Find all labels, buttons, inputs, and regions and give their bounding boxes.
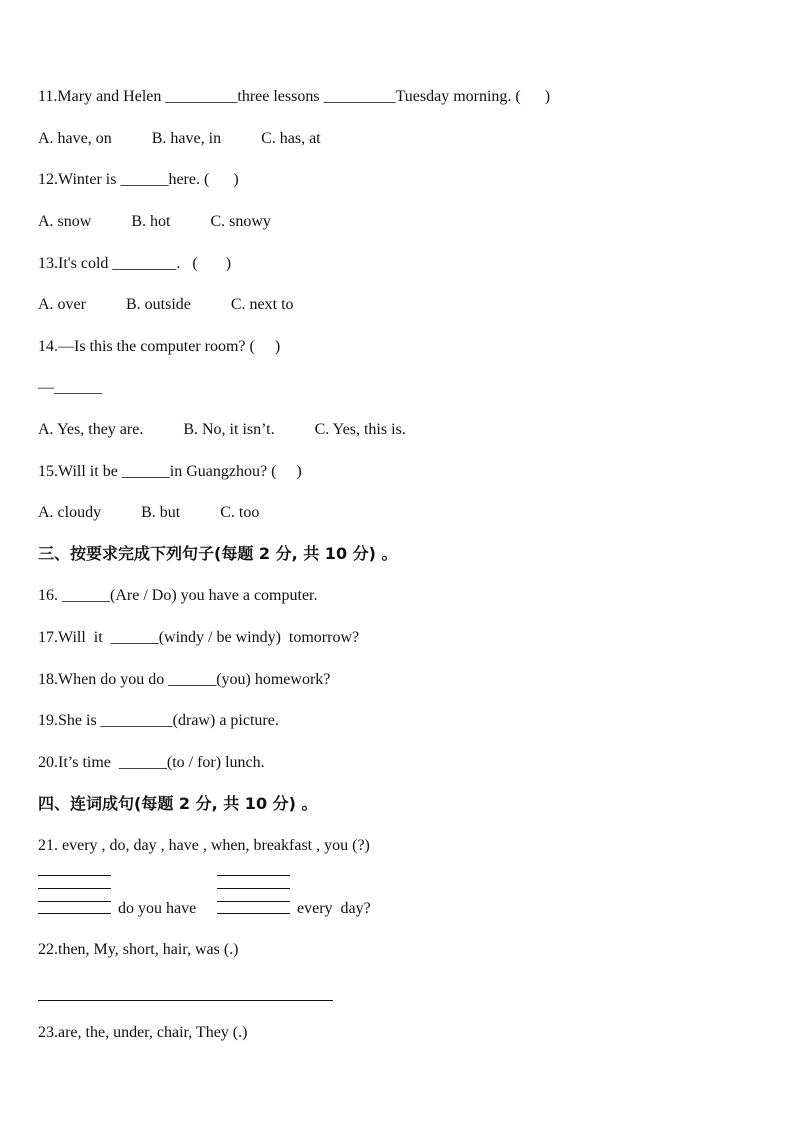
answer-blank-line xyxy=(217,888,290,889)
answer-blank-line xyxy=(38,888,111,889)
question-21-middle-text: do you have xyxy=(118,900,197,917)
question-22: 22.then, My, short, hair, was (.) xyxy=(38,941,239,958)
question-11-options: A. have, on B. have, in C. has, at xyxy=(38,130,321,147)
question-12: 12.Winter is ______here. ( ) xyxy=(38,171,239,188)
section-3-heading: 三、按要求完成下列句子(每题 2 分, 共 10 分) 。 xyxy=(38,544,398,563)
question-17: 17.Will it ______(windy / be windy) tomorrow? xyxy=(38,629,360,646)
question-15-options: A. cloudy B. but C. too xyxy=(38,504,260,521)
question-16: 16. ______(Are / Do) you have a computer. xyxy=(38,587,318,604)
question-18: 18.When do you do ______(you) homework? xyxy=(38,671,331,688)
question-14-answer-blank: —______ xyxy=(38,379,102,396)
answer-blank-line xyxy=(217,913,290,914)
question-14: 14.—Is this the computer room? ( ) xyxy=(38,338,281,355)
question-14-options: A. Yes, they are. B. No, it isn’t. C. Yes, this is. xyxy=(38,421,406,438)
question-19: 19.She is _________(draw) a picture. xyxy=(38,712,279,729)
answer-blank-line xyxy=(38,875,111,876)
question-13-options: A. over B. outside C. next to xyxy=(38,296,294,313)
answer-blank-line xyxy=(217,875,290,876)
question-21: 21. every , do, day , have , when, breakfast , you (?) xyxy=(38,837,370,854)
section-4-heading: 四、连词成句(每题 2 分, 共 10 分) 。 xyxy=(38,794,318,813)
answer-blank-line xyxy=(38,901,111,902)
answer-blank-line xyxy=(38,913,111,914)
question-13: 13.It's cold ________. ( ) xyxy=(38,255,232,272)
answer-blank-line xyxy=(217,901,290,902)
question-21-end-text: every day? xyxy=(297,900,371,917)
question-15: 15.Will it be ______in Guangzhou? ( ) xyxy=(38,463,302,480)
question-20: 20.It’s time ______(to / for) lunch. xyxy=(38,754,265,771)
question-12-options: A. snow B. hot C. snowy xyxy=(38,213,271,230)
question-22-answer-line xyxy=(38,1000,333,1001)
question-11: 11.Mary and Helen _________three lessons _________Tuesday morning. ( ) xyxy=(38,88,551,105)
question-23: 23.are, the, under, chair, They (.) xyxy=(38,1024,248,1041)
